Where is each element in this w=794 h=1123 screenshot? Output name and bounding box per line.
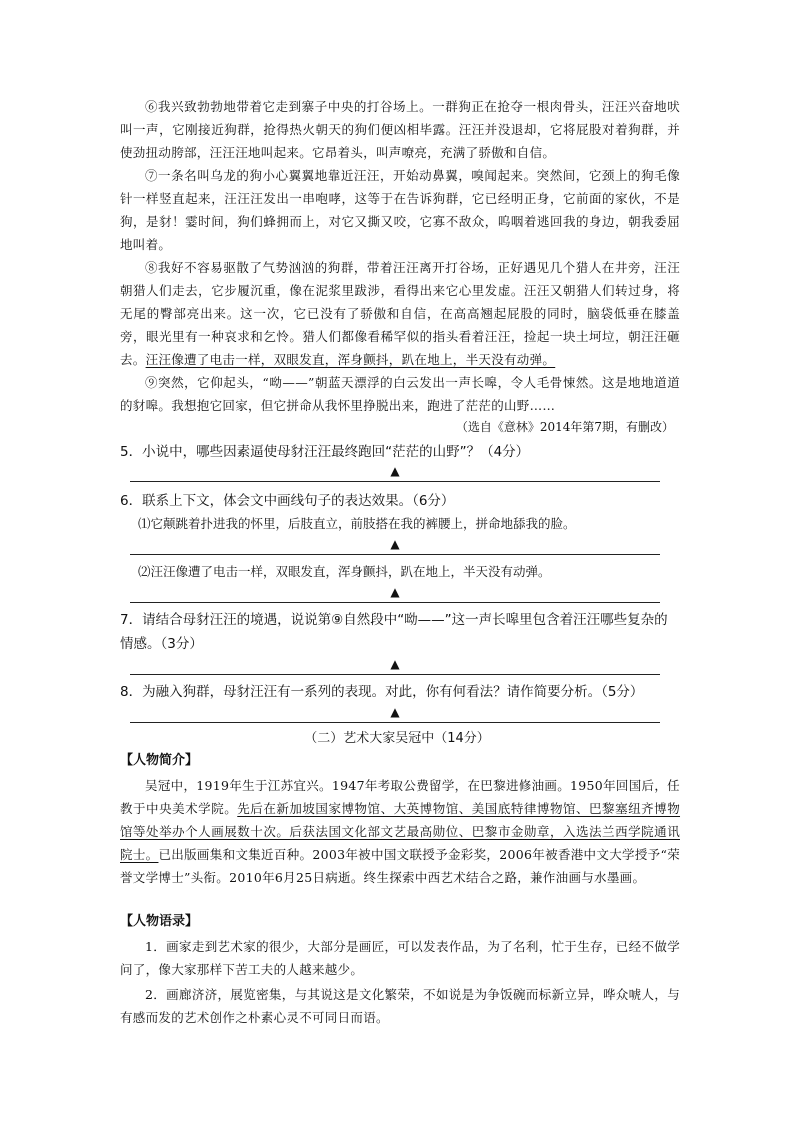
answer-line-q6-1[interactable] (130, 539, 660, 555)
question-7: 7．请结合母豺汪汪的境遇，说说第⑨自然段中“呦——”这一声长嗥里包含着汪汪哪些复杂的情感。（3分） (120, 612, 668, 652)
underlined-sentence-2: 汪汪像遭了电击一样，双眼发直，浑身颤抖，趴在地上，半天没有动弹。 (145, 352, 556, 367)
answer-rule (130, 722, 660, 723)
question-8: 8．为融入狗群，母豺汪汪有一系列的表现。对此，你有何看法？请作简要分析。（5分） (120, 684, 644, 700)
bio-heading: 【人物简介】 (120, 753, 199, 768)
answer-marker-icon: ▲ (390, 585, 400, 599)
story-paragraph-9: ⑨突然，它仰起头，“呦——”朝蓝天漂浮的白云发出一声长嗥，令人毛骨悚然。这是地地道道的豺嗥。我想抱它回家，但它拼命从我怀里挣脱出来，跑进了茫茫的山野…… (120, 375, 680, 413)
quote-heading: 【人物语录】 (120, 914, 199, 929)
bio-paragraph (120, 774, 680, 889)
question-6-item-1: ⑴它颠跳着扑进我的怀里，后肢直立，前肢搭在我的裤腰上，拼命地舔我的脸。 (138, 516, 576, 531)
answer-line-q5[interactable] (130, 466, 660, 482)
quote-1: 1．画家走到艺术家的很少，大部分是画匠，可以发表作品，为了名利，忙于生存，已经不做学问了，像大家那样下苦工夫的人越来越少。 (120, 939, 680, 977)
answer-rule (130, 554, 660, 555)
answer-line-q7[interactable] (130, 659, 660, 675)
answer-rule (130, 674, 660, 675)
question-6: 6．联系上下文，体会文中画线句子的表达效果。（6分） (120, 493, 455, 509)
bio-underlined-text: 先后在新加坡国家博物馆、大英博物馆、美国底特律博物馆、巴黎塞纽齐博物馆等处举办个人画展数十次。后获法国文化部文艺最高勋位、巴黎市金勋章，入选法兰西学院通讯院士。 (120, 801, 681, 862)
question-6-item-2: ⑵汪汪像遭了电击一样，双眼发直，浑身颤抖，趴在地上，半天没有动弹。 (138, 564, 551, 579)
answer-marker-icon: ▲ (390, 705, 400, 719)
story-paragraph-8 (120, 256, 680, 371)
answer-line-q8[interactable] (130, 707, 660, 723)
answer-marker-icon: ▲ (390, 464, 400, 478)
story-source: （选自《意林》2014年第7期，有删改） (455, 420, 674, 434)
bio-text-2: 已出版画集和文集近百种。2003年被中国文联授予金彩奖，2006年被香港中文大学授予“荣誉文学博士”头衔。2010年6月25日病逝。终生探索中西艺术结合之路，兼作油画与水墨画。 (120, 847, 680, 885)
answer-rule (130, 481, 660, 482)
section-2-title: （二）艺术大家吴冠中（14分） (304, 731, 490, 746)
answer-marker-icon: ▲ (390, 657, 400, 671)
question-5: 5．小说中，哪些因素逼使母豺汪汪最终跑回“茫茫的山野”？（4分） (120, 444, 530, 460)
bio-text-1: 吴冠中，1919年生于江苏宜兴。1947年考取公费留学，在巴黎进修油画。1950年回国后，任教于中央美术学院。 (120, 778, 680, 816)
story-paragraph-6: ⑥我兴致勃勃地带着它走到寨子中央的打谷场上。一群狗正在抢夺一根肉骨头，汪汪兴奋地吠叫一声，它刚接近狗群，抢得热火朝天的狗们便凶相毕露。汪汪并没退却，它将屁股对着狗群，并使劲扭动胯部，汪汪汪地叫起来。它昂着头，叫声嘹亮，充满了骄傲和自信。 (120, 99, 680, 160)
answer-marker-icon: ▲ (390, 537, 400, 551)
quote-2: 2．画廊济济，展览密集，与其说这是文化繁荣，不如说是为争饭碗而标新立异，哗众唬人，与有感而发的艺术创作之朴素心灵不可同日而语。 (120, 987, 680, 1025)
answer-line-q6-2[interactable] (130, 587, 660, 603)
answer-rule (130, 602, 660, 603)
story-paragraph-8-text: ⑧我好不容易驱散了气势汹汹的狗群，带着汪汪离开打谷场，正好遇见几个猎人在井旁，汪汪朝猎人们走去，它步履沉重，像在泥浆里跋涉，看得出来它心里发虚。汪汪又朝猎人们转过身，将无尾的臀部亮出来。这一次，它已没有了骄傲和自信，在高高翘起屁股的同时，脑袋低垂在膝盖旁，眼光里有一种哀求和乞怜。猎人们都像看稀罕似的指头看着汪汪，捡起一块土坷垃，朝汪汪砸去。 (120, 260, 680, 367)
story-paragraph-7: ⑦一条名叫乌龙的狗小心翼翼地靠近汪汪，开始动鼻翼，嗅闻起来。突然间，它颈上的狗毛像针一样竖直起来，汪汪汪发出一串咆哮，这等于在告诉狗群，它已经明正身，它前面的家伙，不是狗，是豺！霎时间，狗们蜂拥而上，对它又撕又咬，它寡不敌众，呜咽着逃回我的身边，朝我委屈地叫着。 (120, 168, 680, 252)
